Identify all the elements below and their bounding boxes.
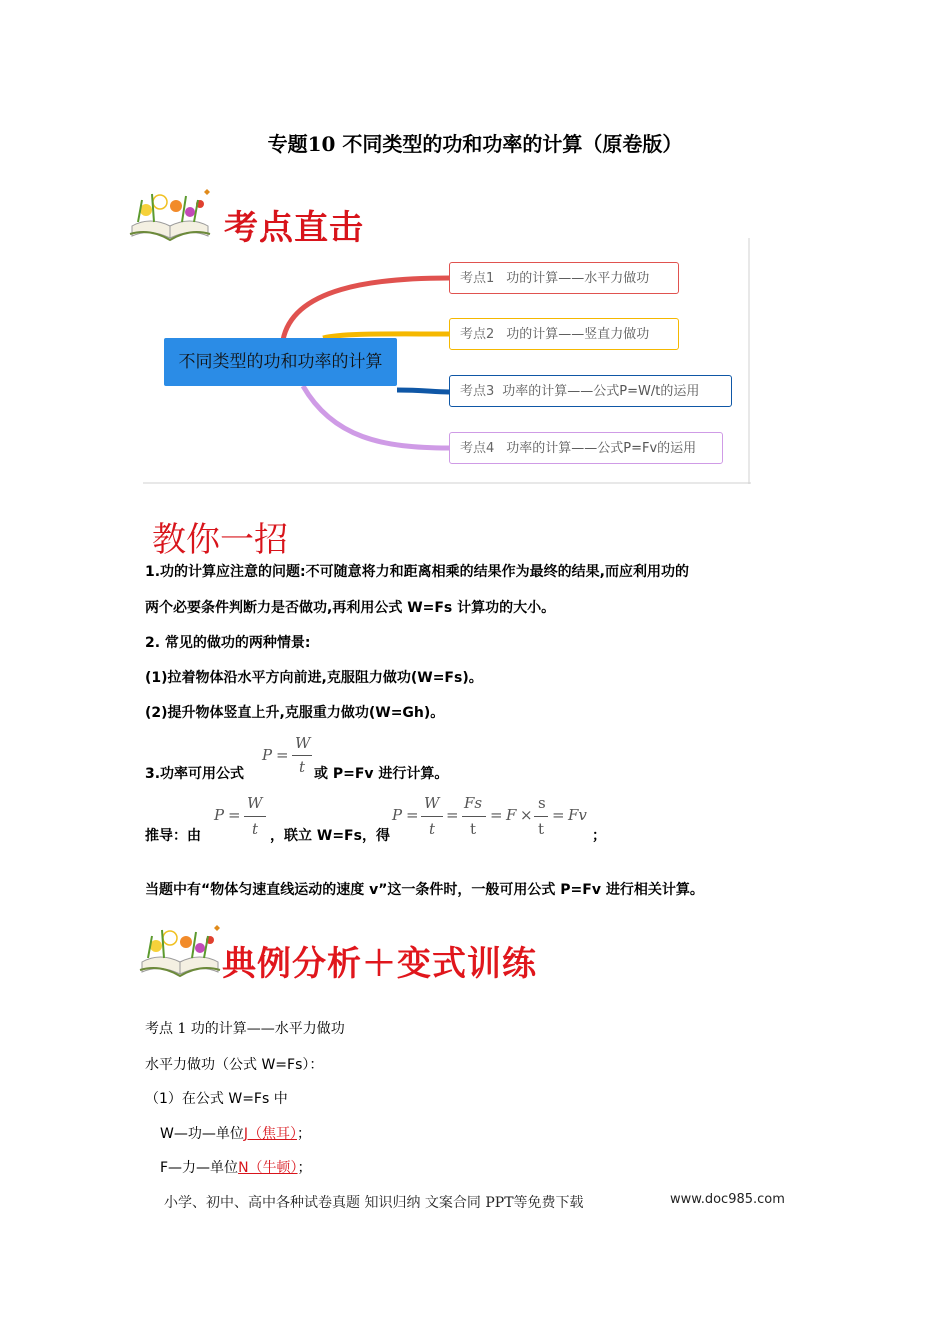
formula-symbol-w: W: [424, 794, 440, 812]
w-unit-answer: J（焦耳）: [243, 1126, 297, 1142]
mindmap-node-key: 考点4: [460, 441, 495, 456]
mindmap-node-key: 考点1: [460, 271, 495, 286]
formula-symbol-eq: =: [406, 806, 419, 824]
tips-paragraph-1a: 1.功的计算应注意的问题:不可随意将力和距离相乘的结果作为最终的结果,而应利用功的: [145, 564, 689, 580]
formula-symbol-eq: =: [276, 746, 289, 764]
banner-dianli-fenxi: 典例分析＋变式训练: [222, 944, 537, 984]
f-unit-prefix: F—力—单位: [160, 1160, 239, 1176]
section-1-line-2: （1）在公式 W=Fs 中: [145, 1091, 288, 1107]
formula-symbol-f: F: [506, 806, 517, 824]
formula-symbol-t: t: [538, 820, 545, 838]
w-unit-prefix: W—功—单位: [160, 1126, 244, 1142]
banner-kaodian-zhiji: 考点直击: [224, 208, 364, 248]
tips-paragraph-6b: ，联立 W=Fs，得: [270, 828, 390, 844]
tips-paragraph-6c: ；: [592, 828, 606, 844]
mindmap-root: 不同类型的功和功率的计算: [164, 338, 397, 386]
tips-paragraph-5a: 3.功率可用公式: [145, 766, 245, 782]
formula-symbol-eq: =: [228, 806, 241, 824]
section-1-f-unit-line: [160, 1158, 312, 1178]
tips-paragraph-2: 2. 常见的做功的两种情景:: [145, 635, 311, 651]
formula-symbol-t: t: [429, 820, 436, 838]
formula-symbol-p: P: [392, 806, 403, 824]
mindmap-node-3: [449, 375, 732, 407]
formula-symbol-w: W: [295, 734, 311, 752]
fraction-bar: [534, 816, 548, 817]
tips-heading: 教你一招: [152, 520, 288, 560]
mindmap-node-1: [449, 262, 679, 294]
formula-symbol-times: ×: [520, 806, 533, 824]
mindmap-node-text: 功率的计算——公式P=W/t的运用: [502, 384, 700, 399]
formula-symbol-eq: =: [490, 806, 503, 824]
tips-paragraph-5b: 或 P=Fv 进行计算。: [314, 766, 449, 782]
mindmap-node-key: 考点3: [460, 384, 495, 399]
mindmap-node-2: [449, 318, 679, 350]
formula-symbol-eq: =: [446, 806, 459, 824]
f-unit-suffix: ；: [297, 1160, 312, 1176]
footer-website-link[interactable]: www.doc985.com: [670, 1192, 785, 1207]
mindmap-node-text: 功的计算——水平力做功: [506, 271, 650, 286]
open-book-flowers-icon: [124, 186, 216, 242]
w-unit-suffix: ；: [296, 1126, 311, 1142]
formula-symbol-eq: =: [552, 806, 565, 824]
formula-symbol-p: P: [214, 806, 225, 824]
formula-symbol-t: t: [299, 758, 306, 776]
mindmap-node-key: 考点2: [460, 327, 495, 342]
fraction-bar: [421, 816, 443, 817]
formula-symbol-w: W: [247, 794, 263, 812]
formula-symbol-p: P: [262, 746, 273, 764]
section-1-line-1: 水平力做功（公式 W=Fs）：: [145, 1057, 324, 1073]
mindmap-node-text: 功率的计算——公式P=Fv的运用: [506, 441, 697, 456]
f-unit-answer: N（牛顿）: [238, 1160, 298, 1176]
formula-symbol-fs: Fs: [464, 794, 483, 812]
formula-p-eq-w-over-t: [262, 734, 312, 782]
formula-symbol-fv: Fv: [568, 806, 587, 824]
tips-paragraph-3: (1)拉着物体沿水平方向前进,克服阻力做功(W=Fs)。: [145, 670, 483, 686]
formula-symbol-t: t: [252, 820, 259, 838]
tips-paragraph-7: 当题中有“物体匀速直线运动的速度 v”这一条件时，一般可用公式 P=Fv 进行相关计算。: [145, 882, 704, 898]
tips-paragraph-4: (2)提升物体竖直上升,克服重力做功(W=Gh)。: [145, 705, 445, 721]
open-book-flowers-icon: [136, 922, 224, 978]
formula-derive-1: [214, 794, 270, 844]
fraction-bar: [244, 816, 266, 817]
formula-symbol-s: s: [538, 794, 546, 812]
formula-derive-2: [392, 794, 592, 844]
fraction-bar: [292, 755, 312, 756]
document-title: 专题10 不同类型的功和功率的计算（原卷版）: [267, 132, 683, 156]
section-1-heading: 考点 1 功的计算——水平力做功: [145, 1021, 345, 1037]
mindmap-node-4: [449, 432, 723, 464]
footer-promo-text: 小学、初中、高中各种试卷真题 知识归纳 文案合同 PPT等免费下载: [164, 1195, 584, 1211]
fraction-bar: [462, 816, 486, 817]
tips-paragraph-1b: 两个必要条件判断力是否做功,再利用公式 W=Fs 计算功的大小。: [145, 600, 556, 616]
mindmap-node-text: 功的计算——竖直力做功: [506, 327, 650, 342]
formula-symbol-t: t: [470, 820, 477, 838]
tips-paragraph-6a: 推导：由: [145, 828, 201, 844]
section-1-w-unit-line: [160, 1124, 311, 1144]
